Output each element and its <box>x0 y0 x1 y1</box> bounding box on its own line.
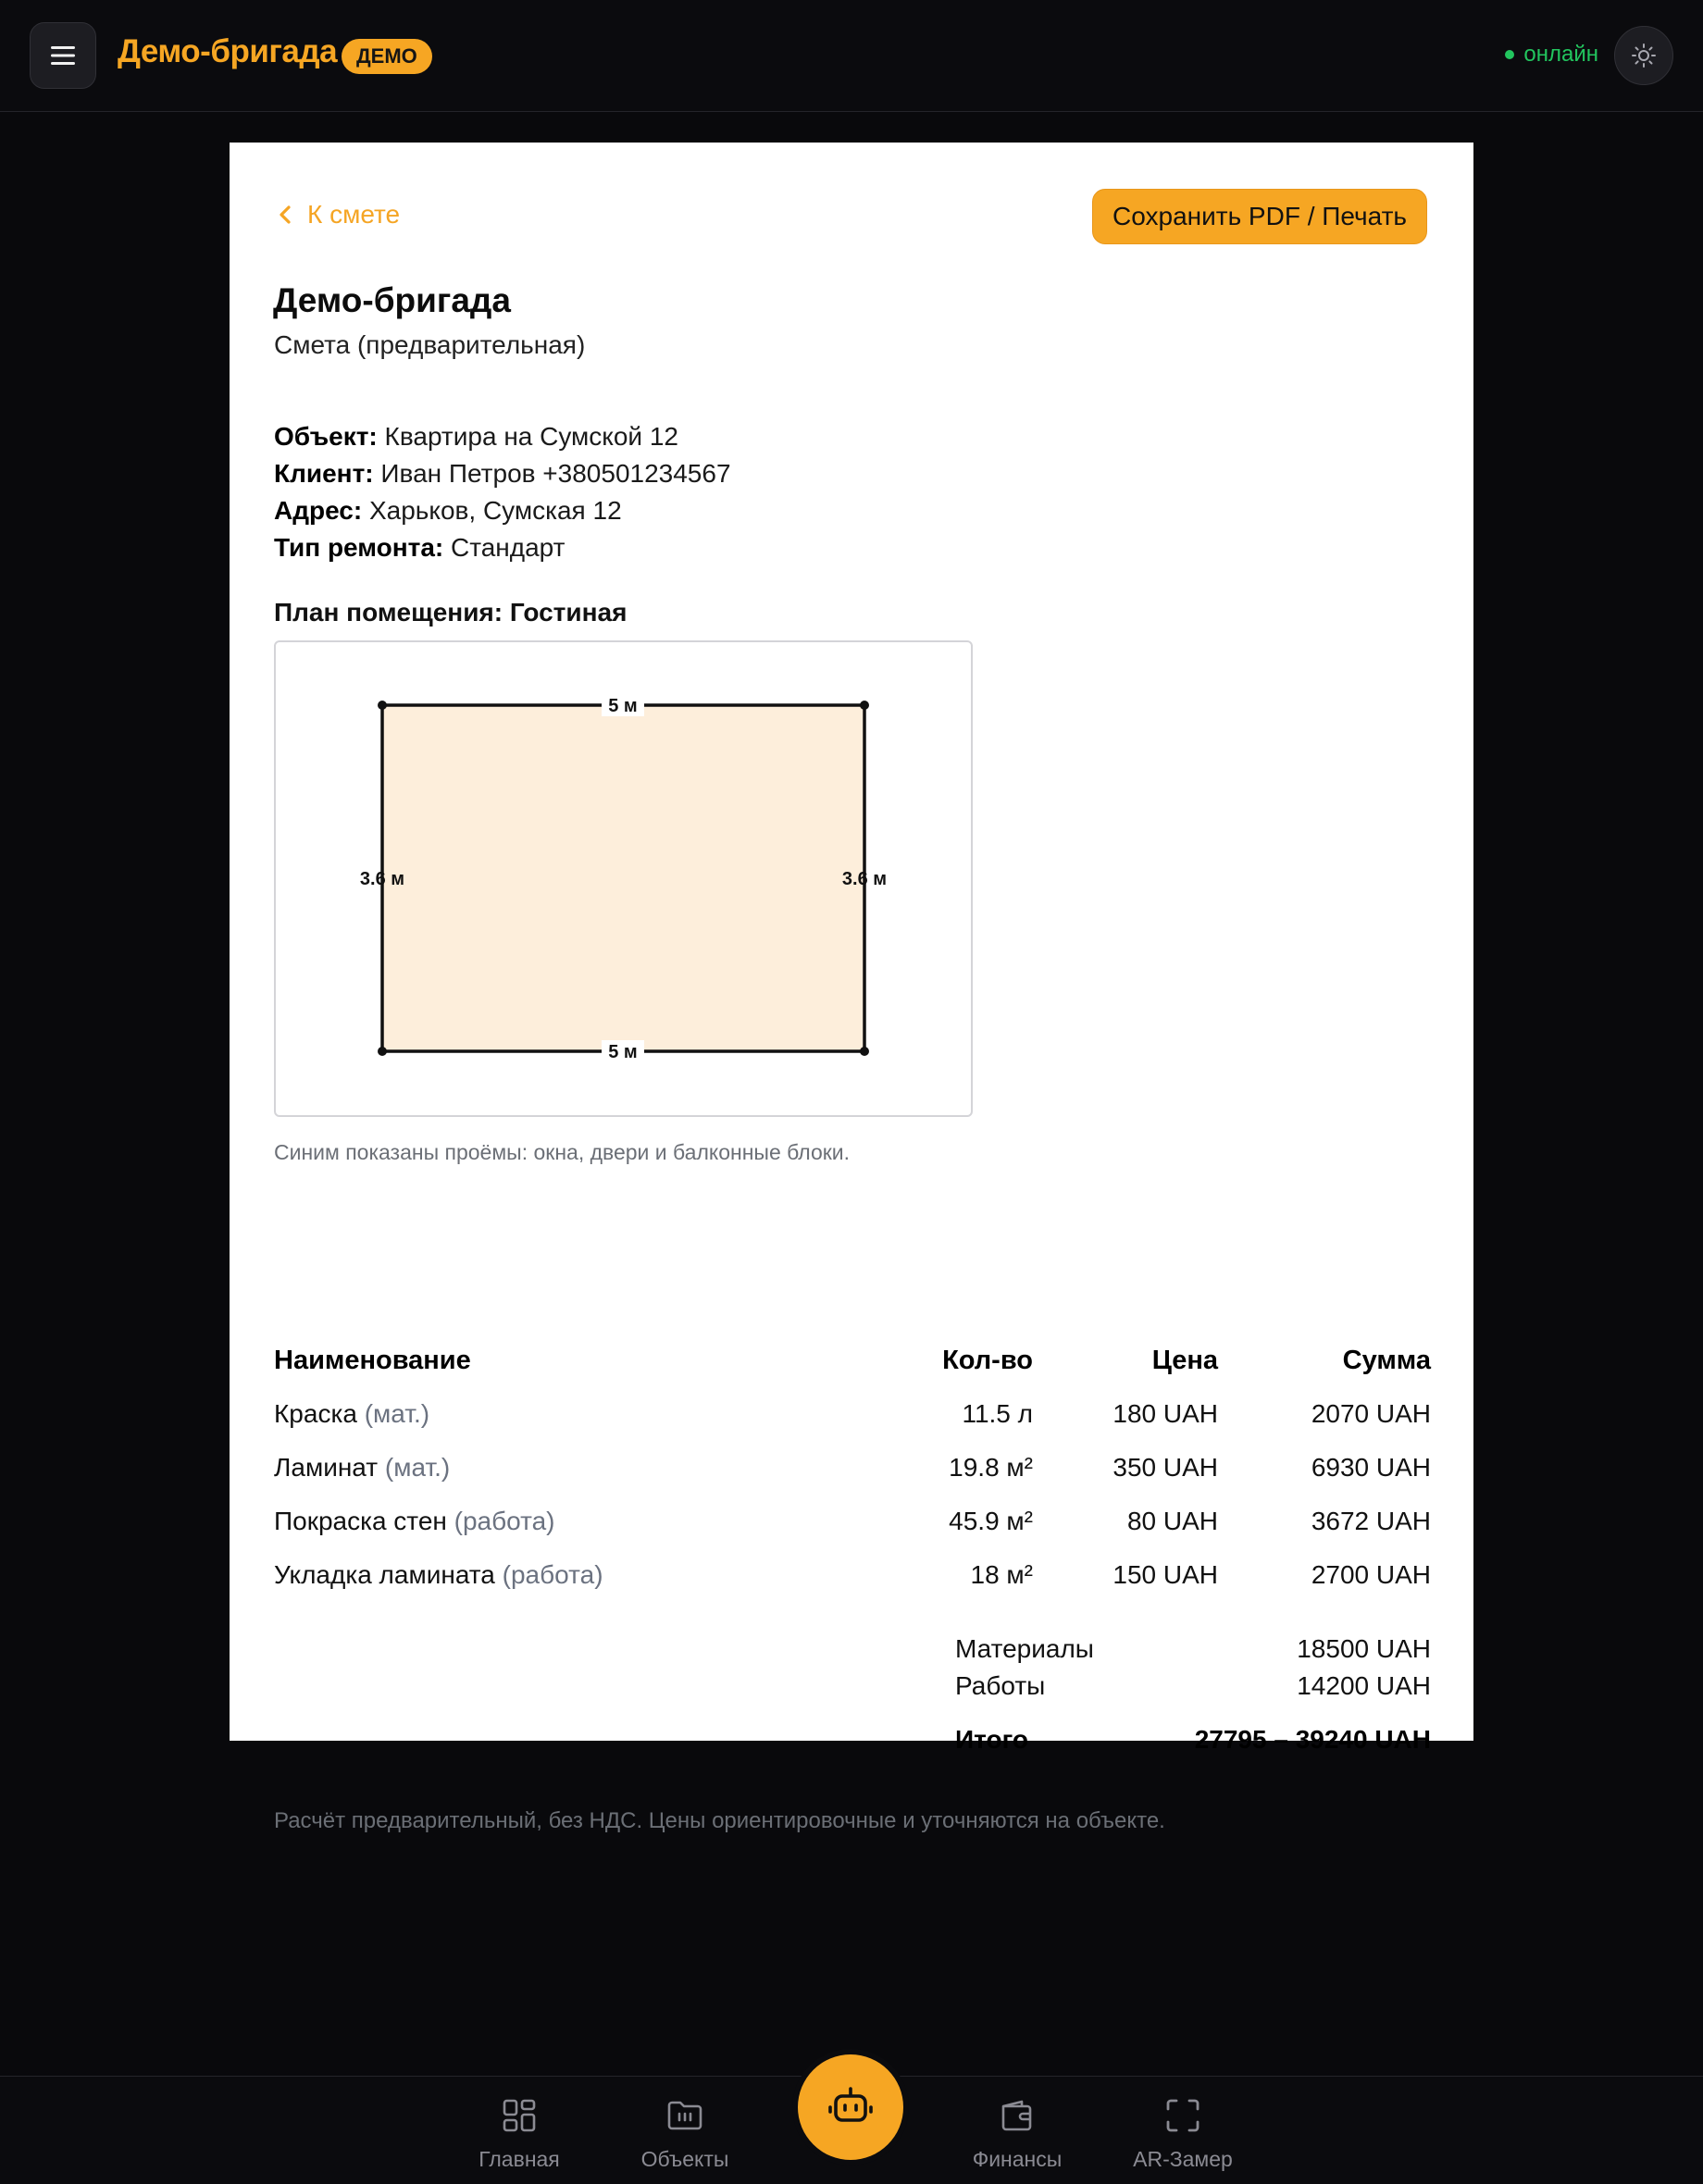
info-row-address <box>274 492 731 529</box>
wallet-icon <box>998 2097 1037 2134</box>
item-qty: 19.8 м² <box>949 1453 1033 1482</box>
corner-point <box>860 701 869 710</box>
back-link-label: К смете <box>307 200 401 229</box>
room-plan-drawing <box>276 642 971 1115</box>
totals-grand-value: 27795 – 39240 UAH <box>1194 1725 1431 1754</box>
totals-works-value: 14200 UAH <box>1297 1671 1431 1700</box>
nav-item-finance[interactable] <box>952 2095 1082 2172</box>
col-header-price: Цена <box>1151 1346 1218 1375</box>
table-row <box>274 1497 1431 1551</box>
item-price: 180 UAH <box>1113 1399 1218 1428</box>
room-polygon <box>382 705 864 1051</box>
info-key: Адрес: <box>274 496 363 525</box>
table-row <box>274 1551 1431 1605</box>
totals-materials-value: 18500 UAH <box>1297 1634 1431 1663</box>
totals-materials-label: Материалы <box>955 1634 1094 1663</box>
item-kind: (мат.) <box>364 1399 430 1428</box>
chevron-left-icon <box>278 204 292 226</box>
save-pdf-print-button[interactable]: Сохранить PDF / Печать <box>1092 189 1427 244</box>
nav-label-finance: Финансы <box>972 2147 1063 2171</box>
disclaimer: Расчёт предварительный, без НДС. Цены ориентировочные и уточняются на объекте. <box>274 1808 1165 1833</box>
estimate-document <box>230 143 1473 1833</box>
hamburger-icon <box>49 44 77 67</box>
nav-label-objects: Объекты <box>640 2147 729 2171</box>
item-qty: 45.9 м² <box>949 1507 1033 1535</box>
nav-item-ar-measure[interactable] <box>1118 2095 1248 2172</box>
assistant-bot-button[interactable] <box>798 2054 903 2160</box>
item-qty: 11.5 л <box>962 1399 1033 1428</box>
item-name: Ламинат <box>274 1453 379 1482</box>
dashboard-icon <box>501 2097 538 2134</box>
menu-button[interactable] <box>30 22 96 89</box>
dimension-bottom: 5 м <box>608 1042 638 1062</box>
info-key: Клиент: <box>274 459 374 488</box>
totals-works-row <box>955 1671 1431 1708</box>
company-name: Демо-бригада <box>273 281 511 319</box>
estimate-table <box>274 1336 1431 1605</box>
sun-icon <box>1631 43 1657 68</box>
nav-label-ar-measure: AR-Замер <box>1133 2147 1233 2171</box>
online-status-label: онлайн <box>1523 42 1598 67</box>
info-value: Квартира на Сумской 12 <box>384 422 678 451</box>
info-value: Стандарт <box>451 533 566 562</box>
item-sum: 3672 UAH <box>1311 1507 1431 1535</box>
status-dot-icon <box>1505 50 1514 59</box>
table-row <box>274 1444 1431 1497</box>
table-row <box>274 1390 1431 1444</box>
info-row-client <box>274 455 731 492</box>
nav-item-objects[interactable] <box>620 2095 750 2172</box>
plan-title: План помещения: Гостиная <box>274 598 628 627</box>
info-row-object <box>274 418 731 455</box>
online-status <box>1505 42 1598 68</box>
totals-block <box>955 1634 1431 1762</box>
totals-grand-label: Итого <box>955 1725 1028 1754</box>
brand-title: Демо-бригада <box>118 33 338 69</box>
corner-point <box>378 701 387 710</box>
info-key: Тип ремонта: <box>274 533 444 562</box>
item-name-cell <box>274 1453 450 1483</box>
dimension-left: 3.6 м <box>359 869 405 889</box>
item-kind: (работа) <box>454 1507 555 1535</box>
theme-toggle-button[interactable] <box>1614 26 1673 85</box>
top-bar <box>0 0 1703 112</box>
info-key: Объект: <box>274 422 378 451</box>
scan-frame-icon <box>1164 2097 1201 2134</box>
info-value: Харьков, Сумская 12 <box>368 496 622 525</box>
item-sum: 2700 UAH <box>1311 1560 1431 1589</box>
col-header-qty: Кол-во <box>942 1346 1033 1375</box>
plan-note: Синим показаны проёмы: окна, двери и балконные блоки. <box>274 1140 851 1164</box>
object-info <box>274 418 731 566</box>
totals-works-label: Работы <box>955 1671 1046 1700</box>
room-plan <box>274 640 973 1117</box>
demo-badge: ДЕМО <box>342 39 432 74</box>
nav-item-home[interactable] <box>454 2095 584 2172</box>
item-kind: (работа) <box>502 1560 603 1589</box>
totals-materials-row <box>955 1634 1431 1671</box>
nav-label-home: Главная <box>479 2147 560 2171</box>
table-header-row <box>274 1336 1431 1390</box>
item-name-cell <box>274 1507 555 1536</box>
item-name-cell <box>274 1399 429 1429</box>
corner-point <box>378 1047 387 1056</box>
totals-grand-row <box>955 1725 1431 1762</box>
dimension-top: 5 м <box>608 696 638 716</box>
info-row-repair-type <box>274 529 731 566</box>
col-header-sum: Сумма <box>1342 1346 1431 1375</box>
folder-icon <box>665 2097 704 2134</box>
item-name: Краска <box>274 1399 357 1428</box>
corner-point <box>860 1047 869 1056</box>
item-kind: (мат.) <box>384 1453 451 1482</box>
document-subtitle: Смета (предварительная) <box>274 330 586 359</box>
item-name: Покраска стен <box>274 1507 447 1535</box>
item-name: Укладка ламината <box>274 1560 495 1589</box>
item-name-cell <box>274 1560 603 1590</box>
item-price: 80 UAH <box>1126 1507 1218 1535</box>
col-header-name: Наименование <box>274 1346 471 1375</box>
item-sum: 6930 UAH <box>1311 1453 1431 1482</box>
dimension-right: 3.6 м <box>841 869 888 889</box>
item-price: 350 UAH <box>1113 1453 1218 1482</box>
info-value: Иван Петров +380501234567 <box>380 459 731 488</box>
item-qty: 18 м² <box>970 1560 1033 1589</box>
robot-icon <box>827 2083 875 2131</box>
back-to-estimate-link[interactable] <box>278 200 400 230</box>
item-sum: 2070 UAH <box>1311 1399 1431 1428</box>
item-price: 150 UAH <box>1113 1560 1218 1589</box>
